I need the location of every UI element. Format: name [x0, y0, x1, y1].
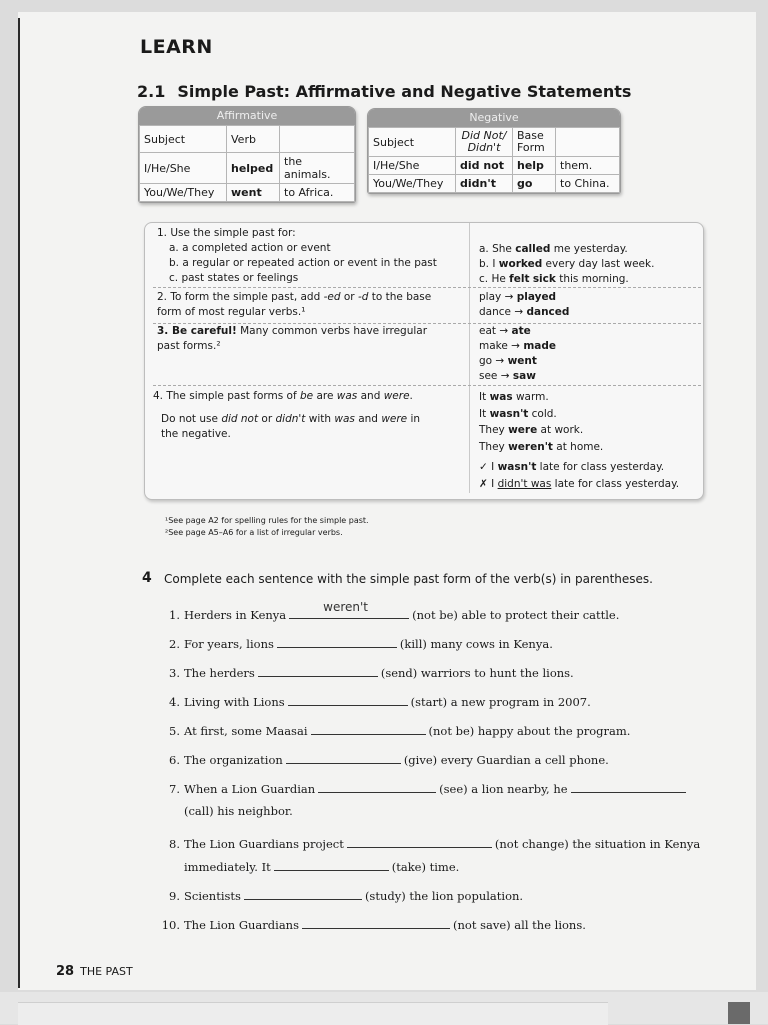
answer-blank[interactable]	[286, 751, 401, 764]
item-number: 7.	[169, 782, 180, 796]
rule-1-examples	[479, 242, 654, 287]
answer-blank[interactable]	[289, 600, 409, 619]
table-row	[140, 153, 355, 184]
exercise-item	[150, 693, 591, 709]
example-text: make →	[479, 340, 524, 352]
footnotes	[165, 515, 369, 539]
rule-1b: b. a regular or repeated action or event in the past	[169, 257, 437, 269]
table-cell: to China.	[556, 175, 620, 193]
table-header-cell	[280, 126, 355, 153]
rule-2-examples	[479, 290, 569, 320]
example-verb: made	[523, 340, 556, 352]
answer-blank[interactable]	[302, 916, 450, 929]
example-line	[479, 369, 556, 384]
rule-text: are	[313, 390, 337, 402]
item-number: 2.	[169, 637, 180, 651]
rule-2-text	[157, 290, 457, 320]
exercise-item	[150, 751, 609, 767]
affirmative-table-title: Affirmative	[139, 107, 355, 125]
item-number: 5.	[169, 724, 180, 738]
checkmark-icon: ✓	[479, 461, 488, 473]
column-divider	[469, 223, 470, 493]
example-text: at home.	[552, 440, 604, 453]
item-number: 8.	[169, 837, 180, 851]
negative-table-title: Negative	[368, 109, 620, 127]
item-text: The herders	[184, 666, 255, 680]
exercise-item	[150, 635, 553, 651]
example-text: late for class yesterday.	[551, 477, 680, 490]
item-text: Scientists	[184, 889, 241, 903]
item-text: (not change) the situation in Kenya	[494, 837, 701, 851]
exercise-instruction: Complete each sentence with the simple past form of the verb(s) in parentheses.	[164, 572, 653, 586]
item-text: At first, some Maasai	[184, 724, 308, 738]
item-number: 4.	[169, 695, 180, 709]
table-row	[140, 184, 355, 202]
item-text: (not be) able to protect their cattle.	[412, 608, 620, 622]
example-line	[479, 422, 679, 439]
example-text: go →	[479, 355, 508, 367]
example-line	[479, 389, 679, 406]
answer-blank[interactable]	[311, 722, 426, 735]
table-cell: did not	[456, 157, 513, 175]
next-page-strip	[18, 1002, 608, 1025]
table-header-cell: Base Form	[513, 128, 556, 157]
rule-text: didn't	[275, 413, 306, 425]
item-text: When a Lion Guardian	[184, 782, 316, 796]
example-verb: danced	[526, 306, 570, 318]
table-cell: to Africa.	[280, 184, 355, 202]
rule-3-examples	[479, 324, 556, 384]
example-verb: was	[489, 391, 513, 403]
example-verb: went	[507, 355, 537, 367]
example-text: warm.	[512, 391, 549, 403]
example-text: They	[479, 424, 509, 436]
row-divider	[153, 385, 701, 386]
table-cell: the animals.	[280, 153, 355, 184]
rule-text: Many common verbs have irregular past forms.²	[157, 325, 428, 352]
table-header-cell: Did Not/ Didn't	[456, 128, 513, 157]
table-cell: help	[513, 157, 556, 175]
rule-text: or	[258, 413, 276, 425]
section-number: 2.1	[137, 82, 166, 101]
rule-text: and	[354, 413, 382, 425]
answer-blank[interactable]	[571, 780, 686, 793]
example-text: I	[487, 461, 498, 473]
example-text: this morning.	[555, 273, 629, 285]
table-row	[369, 157, 620, 175]
table-cell: didn't	[456, 175, 513, 193]
item-text: (give) every Guardian a cell phone.	[403, 753, 609, 767]
answer-blank[interactable]	[258, 664, 378, 677]
table-header-cell: Subject	[140, 126, 227, 153]
example-verb: wasn't	[497, 461, 537, 473]
example-text: me yesterday.	[550, 243, 628, 255]
item-text: The Lion Guardians	[184, 918, 299, 932]
exercise-item	[150, 722, 630, 738]
table-cell: go	[513, 175, 556, 193]
item-number: 10.	[161, 918, 180, 932]
rule-text: or	[340, 291, 358, 303]
item-text: (start) a new program in 2007.	[410, 695, 591, 709]
running-footer: THE PAST	[80, 965, 133, 978]
answer-blank[interactable]	[277, 635, 397, 648]
item-text: (send) warriors to hunt the lions.	[380, 666, 574, 680]
example-text: It	[479, 407, 490, 420]
next-page-edge	[0, 992, 768, 1024]
example-line	[479, 439, 679, 456]
example-verb: were	[508, 424, 538, 436]
table-row	[369, 175, 620, 193]
page-number: 28	[56, 964, 75, 979]
scan-edge-shadow	[728, 1002, 750, 1024]
exercise-item-continuation	[184, 858, 459, 874]
item-text: The Lion Guardians project	[184, 837, 344, 851]
table-header-row	[369, 128, 620, 157]
item-text: immediately. It	[184, 860, 271, 874]
example-line	[479, 339, 556, 354]
example-line	[479, 242, 654, 257]
rule-1c: c. past states or feelings	[169, 272, 299, 284]
rule-text: did not	[221, 413, 259, 425]
example-verb: wasn't	[489, 407, 529, 420]
rule-line	[153, 412, 431, 442]
page-spine-edge	[18, 18, 20, 988]
section-title	[137, 82, 631, 101]
learn-heading: LEARN	[140, 36, 213, 58]
page-footer	[56, 964, 133, 979]
item-number: 6.	[169, 753, 180, 767]
example-verb: sick	[532, 273, 556, 285]
table-cell: them.	[556, 157, 620, 175]
example-line	[479, 272, 654, 287]
example-line	[479, 324, 556, 339]
example-text: cold.	[528, 407, 557, 420]
rule-text: with	[305, 413, 335, 425]
item-text: (not save) all the lions.	[453, 918, 586, 932]
rule-1-intro: 1. Use the simple past for:	[157, 227, 296, 239]
handwritten-answer: weren't	[323, 600, 369, 614]
exercise-item	[150, 780, 689, 796]
rule-3-text	[157, 324, 447, 354]
rule-text: was	[334, 413, 355, 425]
affirmative-table	[138, 106, 356, 203]
example-text: c. He	[479, 273, 510, 285]
row-divider	[153, 287, 701, 288]
rule-text: be	[300, 390, 314, 402]
example-text: dance →	[479, 306, 527, 318]
exercise-item	[150, 835, 700, 851]
table-header-cell	[556, 128, 620, 157]
example-verb: called	[515, 243, 551, 255]
example-line	[479, 290, 569, 305]
exercise-item	[150, 664, 574, 680]
example-text: at work.	[537, 424, 584, 436]
example-verb: worked	[498, 258, 543, 270]
example-verb: felt	[509, 273, 530, 285]
example-text: They	[479, 440, 509, 453]
example-text: It	[479, 391, 490, 403]
answer-blank[interactable]	[244, 887, 362, 900]
example-text: a. She	[479, 243, 516, 255]
table-cell: went	[227, 184, 280, 202]
exercise-item-continuation	[184, 804, 293, 818]
rule-1-text	[157, 226, 465, 286]
example-line	[479, 305, 569, 320]
cross-mark-icon: ✗	[479, 477, 488, 490]
item-text: Herders in Kenya	[184, 608, 287, 622]
item-text: (study) the lion population.	[364, 889, 524, 903]
item-text: The organization	[184, 753, 283, 767]
answer-blank[interactable]	[318, 780, 436, 793]
exercise-item	[150, 916, 586, 932]
item-text: (call) his neighbor.	[184, 804, 293, 818]
footnote: ¹See page A2 for spelling rules for the simple past.	[165, 516, 369, 525]
example-text: every day last week.	[542, 258, 655, 270]
example-verb: weren't	[508, 440, 553, 453]
rule-text: 4. The simple past forms of	[153, 390, 300, 402]
item-text: (kill) many cows in Kenya.	[399, 637, 553, 651]
rule-line	[153, 389, 459, 404]
rule-text: -d	[357, 291, 369, 303]
rule-text: 3. Be careful!	[157, 325, 237, 337]
example-line	[479, 476, 679, 493]
example-text: I	[487, 477, 498, 490]
item-text: For years, lions	[184, 637, 274, 651]
exercise-number: 4	[142, 570, 152, 586]
table-cell: I/He/She	[140, 153, 227, 184]
item-number: 1.	[169, 608, 180, 622]
example-error: didn't was	[497, 477, 552, 490]
table-header-row	[140, 126, 355, 153]
table-cell: You/We/They	[140, 184, 227, 202]
rule-text: .	[409, 390, 413, 402]
table-cell: I/He/She	[369, 157, 456, 175]
rule-text: were	[381, 413, 408, 425]
item-text: (see) a lion nearby, he	[439, 782, 568, 796]
rule-text: 2. To form the simple past, add	[157, 291, 324, 303]
example-text: see →	[479, 370, 513, 382]
item-text: (not be) happy about the program.	[428, 724, 631, 738]
rule-text: and	[357, 390, 384, 402]
rule-text: was	[336, 390, 358, 402]
table-header-cell: Subject	[369, 128, 456, 157]
rule-text: in the negative.	[161, 413, 421, 440]
example-verb: played	[516, 291, 557, 303]
example-text: b. I	[479, 258, 499, 270]
example-text: late for class yesterday.	[536, 461, 665, 473]
rule-text: were	[383, 390, 410, 402]
example-line	[479, 459, 679, 476]
rule-1a: a. a completed action or event	[169, 242, 331, 254]
example-text: eat →	[479, 325, 512, 337]
item-text: (take) time.	[391, 860, 460, 874]
example-verb: saw	[512, 370, 536, 382]
section-title-text: Simple Past: Affirmative and Negative Statements	[177, 82, 632, 101]
footnote: ²See page A5–A6 for a list of irregular verbs.	[165, 528, 343, 537]
exercise-item	[150, 887, 523, 903]
table-cell: You/We/They	[369, 175, 456, 193]
item-number: 3.	[169, 666, 180, 680]
table-header-cell: Verb	[227, 126, 280, 153]
rule-4-examples	[479, 389, 679, 492]
negative-table	[367, 108, 621, 194]
example-line	[479, 354, 556, 369]
answer-blank[interactable]	[347, 835, 492, 848]
exercise-item	[150, 600, 620, 622]
example-verb: ate	[511, 325, 531, 337]
rule-4-text	[153, 389, 459, 442]
example-text: play →	[479, 291, 517, 303]
item-text: Living with Lions	[184, 695, 285, 709]
answer-blank[interactable]	[288, 693, 408, 706]
rule-text: to the base form of most regular verbs.¹	[157, 291, 432, 318]
item-number: 9.	[169, 889, 180, 903]
rule-text: -ed	[323, 291, 341, 303]
answer-blank[interactable]	[274, 858, 389, 871]
rule-text: Do not use	[161, 413, 222, 425]
grammar-rules-box	[144, 222, 704, 500]
table-cell: helped	[227, 153, 280, 184]
example-line	[479, 406, 679, 423]
example-line	[479, 257, 654, 272]
